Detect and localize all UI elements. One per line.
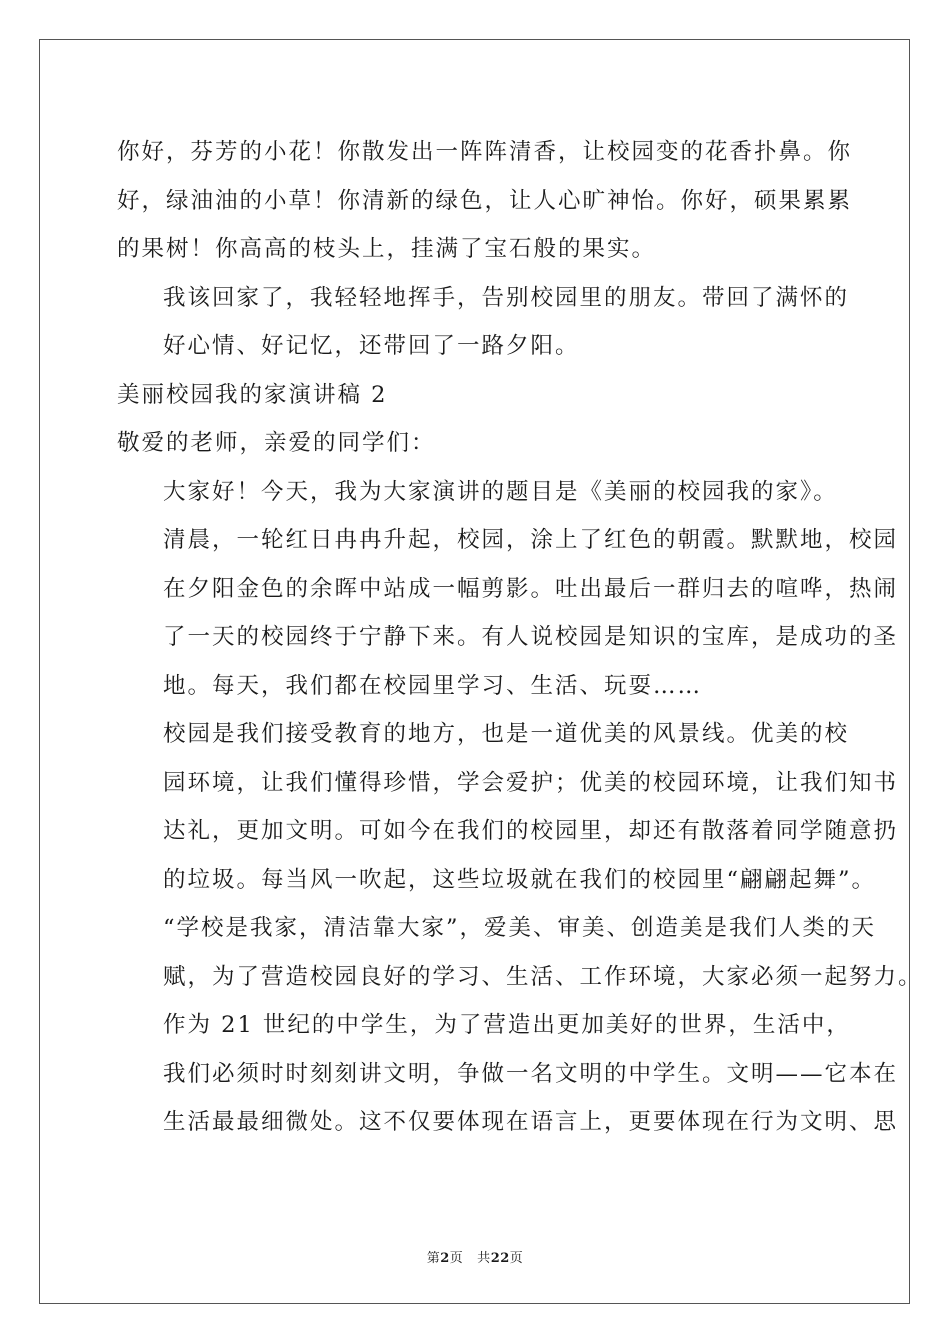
document-body bbox=[117, 128, 923, 1147]
total-pages: 22 bbox=[490, 1251, 510, 1266]
paragraph bbox=[117, 1001, 899, 1147]
text-line: 地。每天，我们都在校园里学习、生活、玩耍…… bbox=[163, 672, 703, 699]
text-line: 我们必须时时刻刻讲文明，争做一名文明的中学生。文明——它本在 bbox=[163, 1060, 899, 1087]
text-line: 清晨，一轮红日冉冉升起，校园，涂上了红色的朝霞。默默地，校园 bbox=[163, 527, 899, 553]
text-line: 作为 21 世纪的中学生，为了营造出更加美好的世界，生活中， bbox=[163, 1012, 851, 1038]
page-footer bbox=[0, 1247, 950, 1266]
text-line: 生活最最细微处。这不仅要体现在语言上，更要体现在行为文明、思 bbox=[163, 1109, 899, 1135]
paragraph bbox=[117, 128, 853, 274]
paragraph bbox=[117, 419, 837, 468]
text-line: 大家好！今天，我为大家演讲的题目是《美丽的校园我的家》。 bbox=[163, 478, 838, 505]
text-line: 敬爱的老师，亲爱的同学们： bbox=[117, 430, 436, 456]
page-number: 2 bbox=[440, 1251, 450, 1266]
text-line: 好心情、好记忆，还带回了一路夕阳。 bbox=[163, 333, 580, 359]
text-line: 的垃圾。每当风一吹起，这些垃圾就在我们的校园里“翩翩起舞”。 bbox=[163, 866, 877, 893]
total-suffix: 页 bbox=[509, 1251, 524, 1266]
page-suffix: 页 bbox=[449, 1251, 464, 1266]
text-line: 好，绿油油的小草！你清新的绿色，让人心旷神怡。你好，硕果累累 bbox=[117, 187, 853, 214]
paragraph bbox=[117, 371, 837, 420]
text-line: 赋，为了营造校园良好的学习、生活、工作环境，大家必须一起努力。 bbox=[163, 963, 923, 990]
text-line: 我该回家了，我轻轻地挥手，告别校园里的朋友。带回了满怀的 bbox=[163, 284, 850, 311]
text-line: 的果树！你高高的枝头上，挂满了宝石般的果实。 bbox=[117, 236, 657, 262]
text-line: 你好，芬芳的小花！你散发出一阵阵清香，让校园变的花香扑鼻。你 bbox=[117, 139, 853, 165]
text-line: 园环境，让我们懂得珍惜，学会爱护；优美的校园环境，让我们知书 bbox=[163, 769, 899, 796]
text-line: “学校是我家，清洁靠大家”，爱美、审美、创造美是我们人类的天 bbox=[163, 915, 877, 941]
total-prefix: 共 bbox=[477, 1251, 491, 1266]
text-line: 校园是我们接受教育的地方，也是一道优美的风景线。优美的校 bbox=[163, 721, 850, 747]
text-line: 美丽校园我的家演讲稿 2 bbox=[117, 381, 388, 408]
text-line: 在夕阳金色的余晖中站成一幅剪影。吐出最后一群归去的喧哗，热闹 bbox=[163, 575, 899, 602]
paragraph bbox=[117, 468, 899, 711]
page-prefix: 第 bbox=[426, 1251, 441, 1266]
text-line: 了一天的校园终于宁静下来。有人说校园是知识的宝库，是成功的圣 bbox=[163, 624, 899, 650]
paragraph bbox=[117, 710, 923, 1001]
paragraph bbox=[117, 274, 850, 371]
text-line: 达礼，更加文明。可如今在我们的校园里，却还有散落着同学随意扔 bbox=[163, 818, 899, 844]
